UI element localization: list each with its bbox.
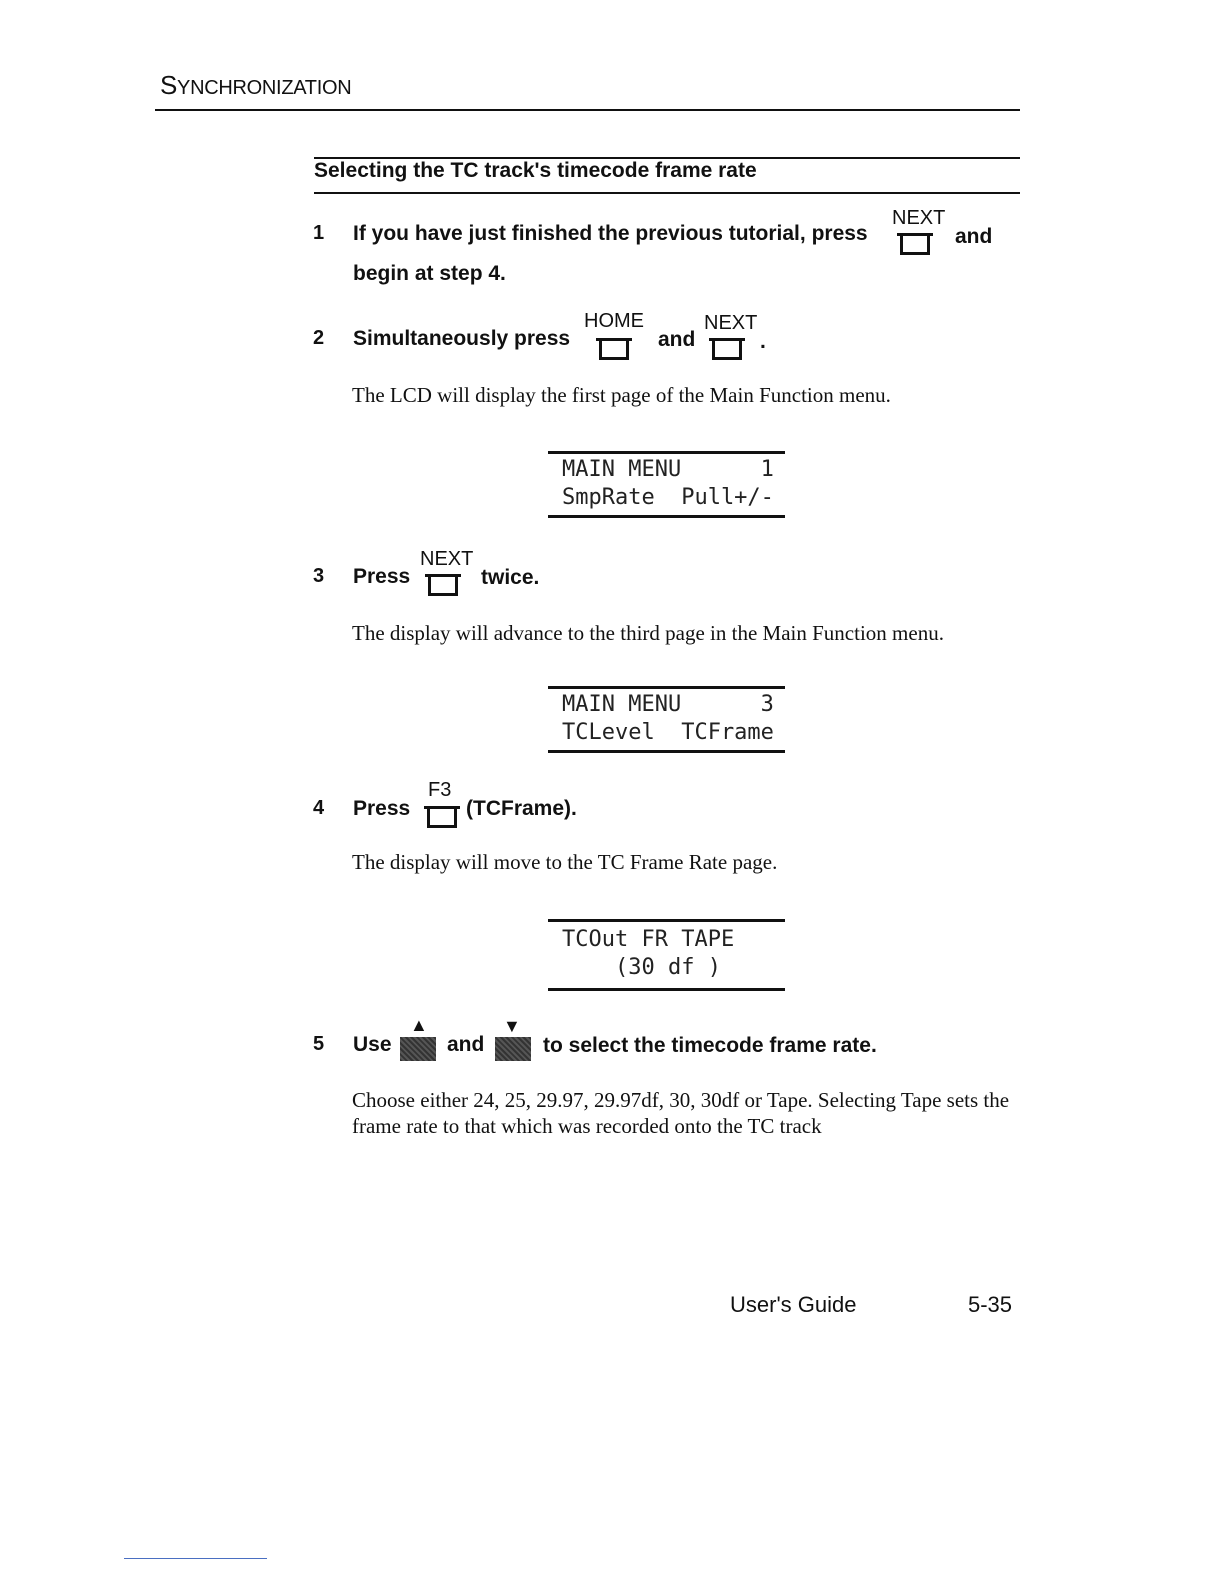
lcd-line-2: (30 df )	[562, 955, 721, 980]
section-title-initial: S	[160, 70, 178, 100]
step-1-text-b: and	[955, 225, 993, 248]
step-4-text-a: Press	[353, 797, 411, 820]
key-square-icon	[599, 338, 629, 360]
step-1-text-c: begin at step 4.	[353, 262, 506, 285]
key-square-icon	[900, 233, 930, 255]
paragraph-step5: Choose either 24, 25, 29.97, 29.97df, 30, 30df or Tape. Selecting Tape sets the frame rate to that which was recorded onto the TC track	[352, 1088, 1010, 1138]
subhead-rule-bottom	[314, 192, 1020, 194]
up-triangle-icon: ▲	[410, 1015, 428, 1035]
section-title	[160, 70, 351, 101]
footer-guide-title: User's Guide	[730, 1292, 857, 1317]
lcd-line-1: MAIN MENU 1	[562, 457, 774, 482]
lcd-tc-frame-rate	[548, 919, 785, 991]
paragraph-step4: The display will move to the TC Frame Rate page.	[352, 850, 778, 874]
key-square-icon	[428, 574, 458, 596]
lcd-main-menu-3	[548, 686, 785, 753]
bottom-rule	[124, 1558, 267, 1559]
step-5-text-c: to select the timecode frame rate.	[543, 1034, 877, 1057]
next-key-label: NEXT	[892, 207, 946, 229]
step-4-text-b: (TCFrame).	[466, 797, 577, 820]
step-2-number: 2	[313, 327, 325, 349]
home-key-label: HOME	[584, 310, 644, 332]
step-4-number: 4	[313, 797, 325, 819]
lcd-line-2: TCLevel TCFrame	[562, 720, 774, 745]
up-key-shaded-icon	[400, 1037, 436, 1061]
down-key-shaded-icon	[495, 1037, 531, 1061]
key-square-icon	[712, 338, 742, 360]
step-3-text-b: twice.	[481, 566, 540, 589]
key-square-icon	[427, 806, 457, 828]
subheading: Selecting the TC track's timecode frame rate	[314, 159, 757, 182]
step-3-text-a: Press	[353, 565, 411, 588]
step-3-number: 3	[313, 565, 325, 587]
step-5-text-b: and	[447, 1033, 485, 1056]
lcd-line-2: SmpRate Pull+/-	[562, 485, 774, 510]
paragraph-step2: The LCD will display the first page of the Main Function menu.	[352, 383, 891, 407]
header-rule	[155, 109, 1020, 111]
next-key-label: NEXT	[420, 548, 474, 570]
step-5-number: 5	[313, 1033, 325, 1055]
lcd-main-menu-1	[548, 451, 785, 518]
step-5-text-a: Use	[353, 1033, 392, 1056]
step-1-number: 1	[313, 222, 325, 244]
section-title-rest: YNCHRONIZATION	[177, 77, 352, 99]
paragraph-step3: The display will advance to the third page in the Main Function menu.	[352, 621, 944, 645]
step-2-text-b: and	[658, 328, 696, 351]
lcd-line-1: TCOut FR TAPE	[562, 927, 735, 952]
down-triangle-icon: ▼	[503, 1016, 521, 1036]
lcd-line-1: MAIN MENU 3	[562, 692, 774, 717]
f3-key-label: F3	[428, 779, 452, 801]
next-key-label: NEXT	[704, 312, 758, 334]
footer-page-number: 5-35	[968, 1292, 1013, 1317]
step-2-text-a: Simultaneously press	[353, 327, 571, 350]
step-2-text-c: .	[760, 330, 766, 353]
step-1-text-a: If you have just finished the previous tutorial, press	[353, 222, 868, 245]
